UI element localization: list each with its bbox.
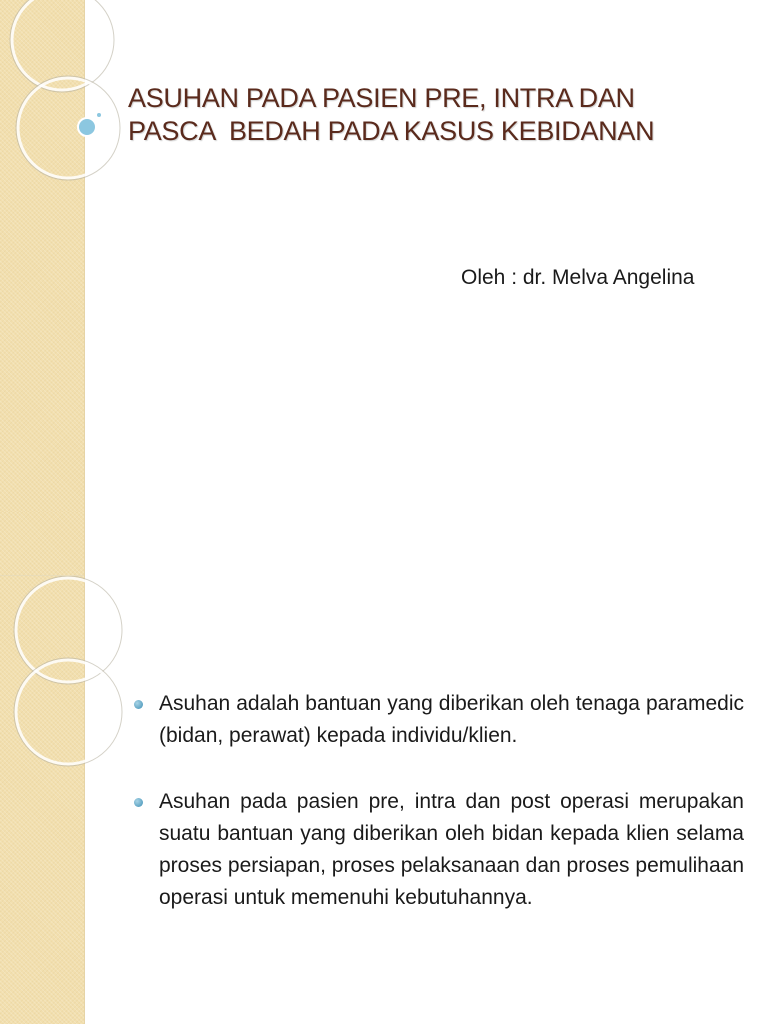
- bullet-text: Asuhan adalah bantuan yang diberikan oleh tenaga paramedic (bidan, perawat) kepada individu/klien.: [159, 692, 744, 747]
- slide-title-text: [128, 82, 728, 148]
- bullet-list: [130, 688, 744, 948]
- title-line-1: ASUHAN PADA PASIEN PRE, INTRA DAN: [128, 83, 635, 113]
- title-line-2: PASCA BEDAH PADA KASUS KEBIDANAN: [128, 116, 655, 146]
- author-line: Oleh : dr. Melva Angelina: [461, 266, 695, 289]
- list-item: [130, 688, 744, 752]
- bullet-text: Asuhan pada pasien pre, intra dan post operasi merupakan suatu bantuan yang diberikan oleh bidan kepada klien selama proses persiapan, proses pelaksanaan dan proses pemulihaan operasi untuk memenuhi kebutuhannya.: [159, 790, 744, 909]
- bullet-icon: [134, 700, 143, 709]
- slide-divider: [0, 575, 84, 576]
- bullet-icon: [134, 798, 143, 807]
- decorative-circles-icon: [0, 0, 130, 200]
- list-item: [130, 786, 744, 914]
- decorative-circles-icon: [0, 512, 130, 772]
